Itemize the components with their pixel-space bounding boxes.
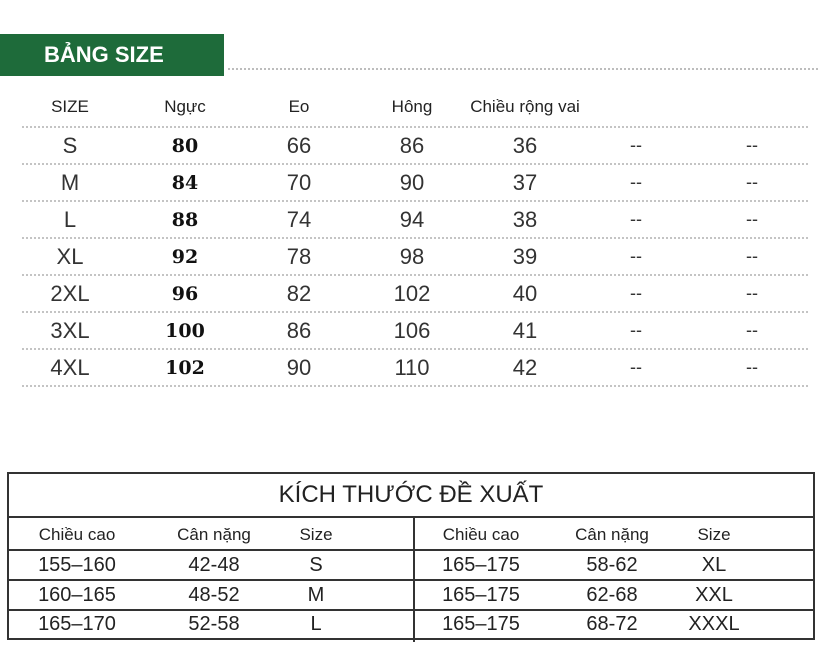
cell-size: S — [309, 553, 323, 576]
cell-empty: -- — [630, 283, 642, 303]
cell-weight: 68-72 — [586, 613, 638, 635]
cell-hip: 98 — [399, 243, 425, 269]
cell-shoulder: 36 — [512, 132, 538, 158]
header-waist: Eo — [288, 97, 310, 116]
header-chest: Ngực — [164, 97, 206, 116]
table-row — [22, 128, 808, 163]
cell-shoulder: 41 — [512, 317, 538, 343]
header-blank-1 — [588, 88, 684, 126]
cell-empty: -- — [746, 209, 758, 229]
cell-waist: 74 — [286, 206, 312, 232]
cell-size: XL — [56, 243, 84, 269]
table-row — [9, 551, 813, 579]
cell-size: L — [310, 613, 322, 635]
cell-weight: 52-58 — [188, 613, 240, 635]
cell-shoulder: 39 — [512, 243, 538, 269]
cell-empty: -- — [746, 320, 758, 340]
cell-empty: -- — [746, 135, 758, 155]
table-row — [22, 350, 808, 385]
cell-chest: 88 — [171, 208, 199, 231]
size-chart-table — [22, 88, 808, 387]
cell-empty: -- — [630, 135, 642, 155]
cell-empty: -- — [746, 172, 758, 192]
cell-waist: 82 — [286, 280, 312, 306]
header-hip: Hông — [391, 97, 433, 116]
cell-height: 165–175 — [442, 613, 520, 635]
cell-empty: -- — [630, 320, 642, 340]
cell-hip: 90 — [399, 169, 425, 195]
header-height: Chiều cao — [38, 525, 116, 544]
size-chart-title: BẢNG SIZE — [0, 34, 224, 76]
header-blank-2 — [702, 88, 802, 126]
header-height: Chiều cao — [442, 525, 520, 544]
title-dotted-rule — [228, 68, 820, 70]
cell-empty: -- — [746, 283, 758, 303]
cell-weight: 58-62 — [586, 553, 638, 576]
table-row — [22, 202, 808, 237]
cell-hip: 106 — [393, 317, 431, 343]
cell-shoulder: 40 — [512, 280, 538, 306]
recommended-size-table — [7, 472, 815, 640]
cell-height: 165–170 — [38, 613, 116, 635]
cell-size: 4XL — [50, 354, 90, 380]
header-size: Size — [697, 525, 731, 544]
cell-empty: -- — [746, 357, 758, 377]
cell-height: 165–175 — [442, 583, 520, 606]
cell-size: XXL — [695, 583, 733, 606]
table-row — [22, 165, 808, 200]
cell-size: 2XL — [50, 280, 90, 306]
cell-shoulder: 42 — [512, 354, 538, 380]
table-row — [9, 581, 813, 609]
cell-size: XXXL — [688, 613, 740, 635]
cell-size: 3XL — [50, 317, 90, 343]
header-size: Size — [299, 525, 333, 544]
cell-size: M — [307, 583, 325, 606]
cell-chest: 92 — [171, 245, 199, 268]
cell-waist: 90 — [286, 354, 312, 380]
table-row — [22, 276, 808, 311]
header-weight: Cân nặng — [575, 525, 649, 544]
cell-empty: -- — [630, 172, 642, 192]
recommended-header-row — [9, 520, 813, 550]
cell-chest: 102 — [165, 356, 205, 379]
cell-chest: 96 — [171, 282, 199, 305]
cell-size: S — [62, 132, 78, 158]
cell-height: 165–175 — [442, 553, 520, 576]
header-weight: Cân nặng — [177, 525, 251, 544]
cell-weight: 42-48 — [188, 553, 240, 576]
cell-chest: 80 — [171, 134, 199, 157]
recommended-size-title: KÍCH THƯỚC ĐỀ XUẤT — [9, 474, 813, 518]
size-chart-header-row — [22, 88, 808, 126]
table-row — [22, 313, 808, 348]
cell-hip: 102 — [393, 280, 431, 306]
header-shoulder-width: Chiều rộng vai — [470, 97, 580, 116]
cell-size: M — [60, 169, 80, 195]
row-divider — [22, 385, 808, 387]
cell-empty: -- — [630, 209, 642, 229]
cell-weight: 48-52 — [188, 583, 240, 606]
cell-height: 160–165 — [38, 583, 116, 606]
table-row — [22, 239, 808, 274]
cell-weight: 62-68 — [586, 583, 638, 606]
cell-hip: 110 — [394, 354, 430, 380]
cell-empty: -- — [630, 357, 642, 377]
table-row — [9, 611, 813, 638]
cell-waist: 86 — [286, 317, 312, 343]
header-size: SIZE — [51, 97, 89, 116]
cell-waist: 66 — [286, 132, 312, 158]
cell-chest: 100 — [165, 319, 205, 342]
cell-hip: 94 — [399, 206, 425, 232]
cell-size: L — [63, 206, 77, 232]
cell-chest: 84 — [171, 171, 199, 194]
cell-shoulder: 37 — [512, 169, 538, 195]
cell-height: 155–160 — [38, 553, 116, 576]
cell-empty: -- — [630, 246, 642, 266]
cell-hip: 86 — [399, 132, 425, 158]
cell-shoulder: 38 — [512, 206, 538, 232]
cell-waist: 70 — [286, 169, 312, 195]
cell-waist: 78 — [286, 243, 312, 269]
cell-size: XL — [701, 553, 727, 576]
cell-empty: -- — [746, 246, 758, 266]
